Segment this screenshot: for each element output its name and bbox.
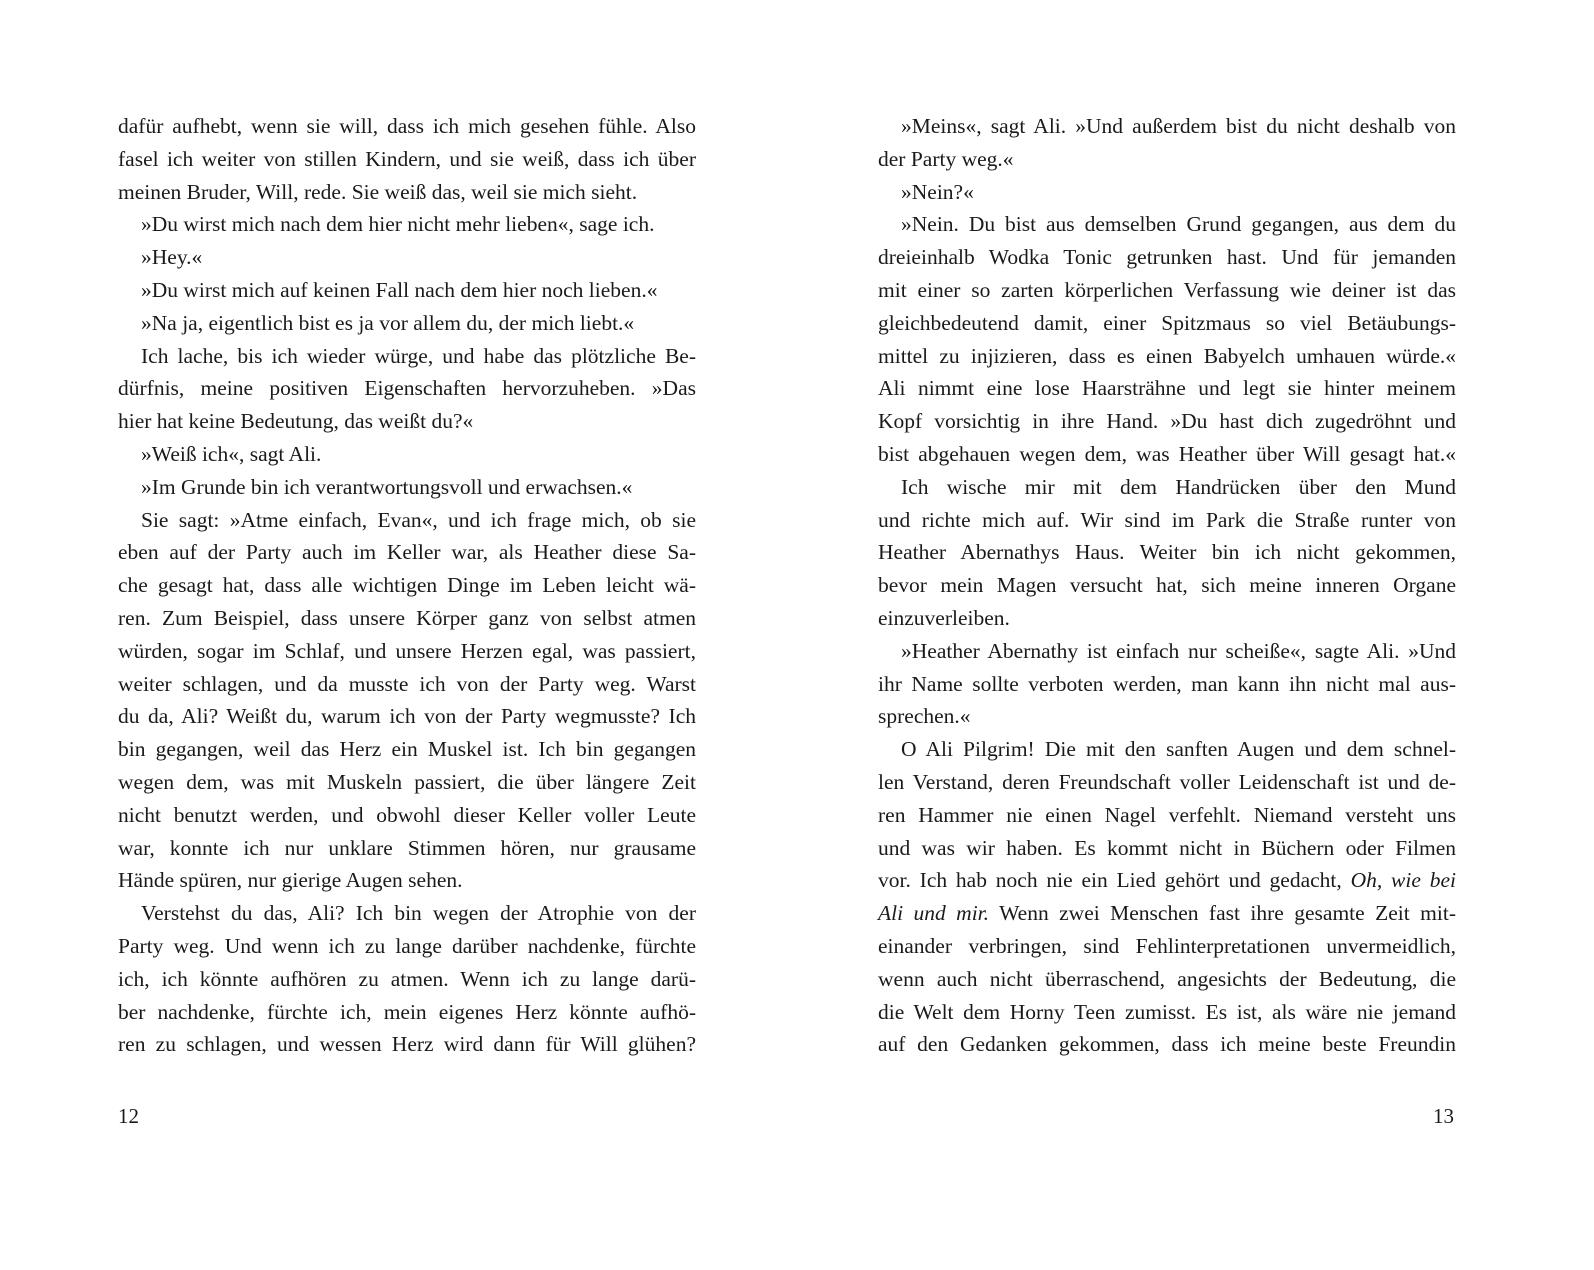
text-line: mittel zu injizieren, dass es einen Babyelch umhauen würde.« [878,343,1456,368]
text-line: ren zu schlagen, und wessen Herz wird dann für Will glühen? [118,1032,696,1057]
text-line: »Weiß ich«, sagt Ali. [141,441,322,466]
text-line: Ich lache, bis ich wieder würge, und habe das plötzliche Be- [141,343,696,368]
text-line: Ali nimmt eine lose Haarsträhne und legt sie hinter meinem [878,376,1456,401]
page-number-right: 13 [1433,1104,1454,1128]
text-line: Hände spüren, nur gierige Augen sehen. [118,868,463,893]
text-line: dreieinhalb Wodka Tonic getrunken hast. Und für jemanden [878,245,1456,270]
text-line: »Meins«, sagt Ali. »Und außerdem bist du nicht deshalb von [901,114,1456,138]
text-line: ren Hammer nie einen Nagel verfehlt. Niemand versteht uns [878,802,1456,827]
right-page [797,0,1594,1270]
text-line: hier hat keine Bedeutung, das weißt du?« [118,409,474,434]
text-line [878,864,1456,897]
line-text: Wenn zwei Menschen fast ihre gesamte Zeit mit- [999,901,1456,926]
text-line: sprechen.« [878,704,971,729]
text-line: Kopf vorsichtig in ihre Hand. »Du hast dich zugedröhnt und [878,409,1456,434]
text-line: wenn auch nicht überraschend, angesichts der Bedeutung, die [878,966,1456,991]
text-line: ber nachdenke, fürchte ich, mein eigenes Herz könnte aufhö- [118,999,696,1024]
text-line: ren. Zum Beispiel, dass unsere Körper ganz von selbst atmen [118,605,696,630]
text-line: che gesagt hat, dass alle wichtigen Dinge im Leben leicht wä- [118,573,696,598]
text-line: len Verstand, deren Freundschaft voller Leidenschaft ist und de- [878,769,1456,794]
text-line: dafür aufhebt, wenn sie will, dass ich mich gesehen fühle. Also [118,114,696,138]
text-line: dürfnis, meine positiven Eigenschaften hervorzuheben. »Das [118,376,696,401]
page-number-left: 12 [118,1104,139,1128]
line-text: vor. Ich hab noch nie ein Lied gehört und gedacht, [878,868,1351,893]
left-page-text [118,110,696,1061]
text-line: der Party weg.« [878,146,1014,171]
text-line: »Nein. Du bist aus demselben Grund gegangen, aus dem du [901,212,1456,237]
text-line: eben auf der Party auch im Keller war, als Heather diese Sa- [118,540,696,565]
text-line: »Na ja, eigentlich bist es ja vor allem du, der mich liebt.« [141,310,635,335]
italic-text: Ali und mir. [878,901,990,926]
text-line: war, konnte ich nur unklare Stimmen hören, nur grausame [118,835,696,860]
text-line: du da, Ali? Weißt du, warum ich von der Party wegmusste? Ich [118,704,696,729]
text-line: wegen dem, was mit Muskeln passiert, die über längere Zeit [118,769,696,794]
text-line: »Im Grunde bin ich verantwortungsvoll und erwachsen.« [141,474,633,499]
right-page-text [878,110,1456,1061]
text-line: »Du wirst mich nach dem hier nicht mehr lieben«, sage ich. [141,212,655,237]
text-line: mit einer so zarten körperlichen Verfassung wie deiner ist das [878,277,1456,302]
text-line: »Heather Abernathy ist einfach nur scheiße«, sagte Ali. »Und [901,638,1456,663]
text-line: meinen Bruder, Will, rede. Sie weiß das, weil sie mich sieht. [118,179,638,204]
text-line: bin gegangen, weil das Herz ein Muskel ist. Ich bin gegangen [118,737,696,762]
text-line: weiter schlagen, und da musste ich von der Party weg. Warst [118,671,696,696]
text-line: Party weg. Und wenn ich zu lange darüber nachdenke, fürchte [118,933,696,958]
text-line: die Welt dem Horny Teen zumisst. Es ist, als wäre nie jemand [878,999,1456,1024]
text-line: bevor mein Magen versucht hat, sich meine inneren Organe [878,573,1456,598]
text-line: bist abgehauen wegen dem, was Heather über Will gesagt hat.« [878,441,1456,466]
text-line: und was wir haben. Es kommt nicht in Büchern oder Filmen [878,835,1456,860]
text-line: Verstehst du das, Ali? Ich bin wegen der Atrophie von der [141,901,696,926]
text-line: O Ali Pilgrim! Die mit den sanften Augen und dem schnel- [901,737,1456,762]
text-line: würden, sogar im Schlaf, und unsere Herzen egal, was passiert, [118,638,696,663]
text-line: Ich wische mir mit dem Handrücken über den Mund [901,474,1456,499]
text-line: gleichbedeutend damit, einer Spitzmaus so viel Betäubungs- [878,310,1456,335]
text-line: »Nein?« [901,179,974,204]
text-line: nicht benutzt werden, und obwohl dieser Keller voller Leute [118,802,696,827]
text-line: ihr Name sollte verboten werden, man kann ihn nicht mal aus- [878,671,1456,696]
text-line: einander verbringen, sind Fehlinterpretationen unvermeidlich, [878,933,1456,958]
text-line: »Du wirst mich auf keinen Fall nach dem hier noch lieben.« [141,277,658,302]
text-line: Heather Abernathys Haus. Weiter bin ich nicht gekommen, [878,540,1456,565]
text-line [878,897,1456,930]
text-line: Sie sagt: »Atme einfach, Evan«, und ich frage mich, ob sie [141,507,696,532]
text-line: fasel ich weiter von stillen Kindern, und sie weiß, dass ich über [118,146,696,171]
text-line: und richte mich auf. Wir sind im Park die Straße runter von [878,507,1456,532]
text-line: ich, ich könnte aufhören zu atmen. Wenn ich zu lange darü- [118,966,696,991]
text-line: einzuverleiben. [878,605,1010,630]
text-line: auf den Gedanken gekommen, dass ich meine beste Freundin [878,1032,1456,1057]
text-line: »Hey.« [141,245,203,270]
italic-text: Oh, wie bei [1350,868,1456,893]
